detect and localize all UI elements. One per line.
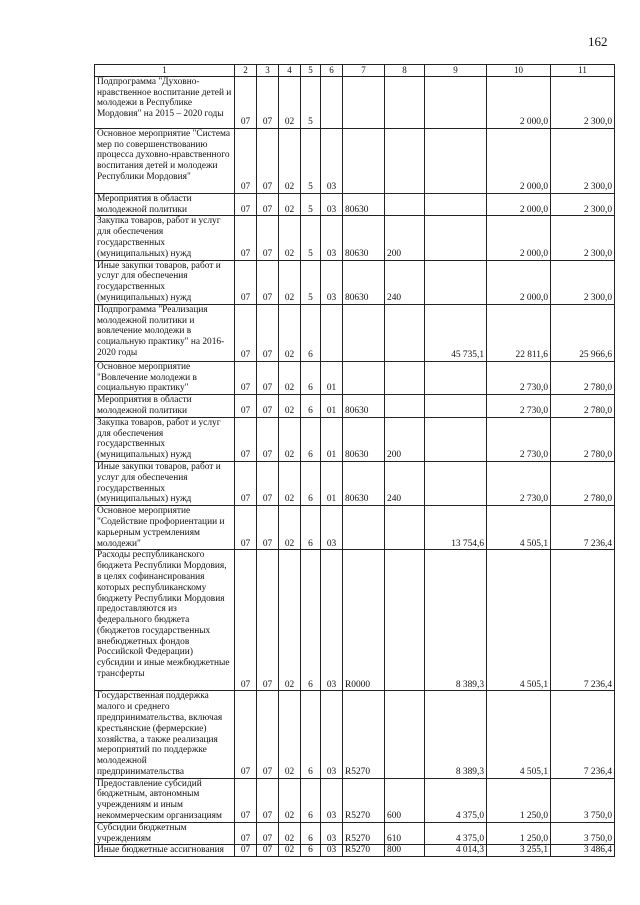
code-cell: 5 (301, 76, 321, 128)
code-cell (385, 550, 425, 691)
code-cell (321, 304, 343, 361)
code-cell: 03 (321, 260, 343, 304)
code-cell: 07 (235, 128, 257, 193)
code-cell: 07 (257, 395, 279, 418)
code-cell: 02 (279, 691, 301, 778)
code-cell: 07 (257, 76, 279, 128)
code-cell: 02 (279, 417, 301, 461)
amount-cell: 2 780,0 (551, 461, 615, 505)
code-cell: 07 (257, 461, 279, 505)
amount-cell: 2 300,0 (551, 128, 615, 193)
code-cell: 07 (257, 128, 279, 193)
code-cell: 03 (321, 691, 343, 778)
amount-cell (425, 128, 487, 193)
code-cell (385, 361, 425, 394)
amount-cell: 22 811,6 (487, 304, 551, 361)
amount-cell: 7 236,4 (551, 506, 615, 550)
code-cell (385, 506, 425, 550)
code-cell: 07 (235, 361, 257, 394)
amount-cell (425, 395, 487, 418)
row-name-cell: Подпрограмма "Духовно-нравственное воспитание детей и молодежи в Республике Мордовия" на 2015 – 2020 годы (95, 76, 235, 128)
code-cell: R5270 (343, 822, 385, 845)
code-cell: 6 (301, 845, 321, 857)
amount-cell: 3 750,0 (551, 778, 615, 822)
code-cell: R5270 (343, 691, 385, 778)
code-cell: 80630 (343, 260, 385, 304)
table-row (95, 845, 615, 857)
code-cell: 6 (301, 506, 321, 550)
amount-cell: 13 754,6 (425, 506, 487, 550)
amount-cell: 2 780,0 (551, 417, 615, 461)
code-cell: 07 (235, 778, 257, 822)
code-cell: 03 (321, 550, 343, 691)
code-cell: R5270 (343, 778, 385, 822)
table-row (95, 691, 615, 778)
table-row (95, 216, 615, 260)
code-cell: R5270 (343, 845, 385, 857)
amount-cell (425, 216, 487, 260)
code-cell: 07 (257, 778, 279, 822)
row-name-cell: Расходы республиканского бюджета Республики Мордовия, в целях софинансирования которых республиканскому бюджету Республики Мордовия предоставляются из федерального бюджета (бюджетов государственных внебюджетных фондов Российской Федерации) субсидии и иные межбюджетные трансферты (95, 550, 235, 691)
code-cell: 5 (301, 128, 321, 193)
amount-cell: 3 750,0 (551, 822, 615, 845)
amount-cell: 4 505,1 (487, 550, 551, 691)
code-cell: R0000 (343, 550, 385, 691)
code-cell: 800 (385, 845, 425, 857)
header-cell: 2 (235, 65, 257, 77)
code-cell: 03 (321, 216, 343, 260)
code-cell: 07 (235, 461, 257, 505)
code-cell: 01 (321, 461, 343, 505)
code-cell (321, 76, 343, 128)
row-name-cell: Мероприятия в области молодежной политики (95, 395, 235, 418)
amount-cell: 2 300,0 (551, 216, 615, 260)
header-cell: 6 (321, 65, 343, 77)
code-cell: 02 (279, 550, 301, 691)
amount-cell: 2 300,0 (551, 76, 615, 128)
code-cell (385, 128, 425, 193)
amount-cell: 2 730,0 (487, 395, 551, 418)
amount-cell (425, 76, 487, 128)
code-cell: 240 (385, 461, 425, 505)
amount-cell: 2 730,0 (487, 461, 551, 505)
code-cell: 01 (321, 417, 343, 461)
code-cell: 07 (235, 304, 257, 361)
code-cell: 6 (301, 778, 321, 822)
amount-cell (425, 417, 487, 461)
code-cell: 07 (257, 361, 279, 394)
budget-table (94, 64, 615, 857)
code-cell: 02 (279, 395, 301, 418)
code-cell: 02 (279, 128, 301, 193)
code-cell: 6 (301, 304, 321, 361)
amount-cell: 4 375,0 (425, 778, 487, 822)
row-name-cell: Мероприятия в области молодежной политики (95, 193, 235, 216)
code-cell: 07 (257, 304, 279, 361)
amount-cell: 3 486,4 (551, 845, 615, 857)
page-number: 162 (588, 34, 608, 49)
code-cell: 80630 (343, 417, 385, 461)
code-cell: 02 (279, 506, 301, 550)
code-cell: 07 (257, 216, 279, 260)
code-cell (385, 395, 425, 418)
code-cell: 07 (235, 822, 257, 845)
code-cell: 6 (301, 417, 321, 461)
amount-cell: 1 250,0 (487, 822, 551, 845)
code-cell: 240 (385, 260, 425, 304)
code-cell (343, 128, 385, 193)
code-cell: 07 (257, 550, 279, 691)
table-row (95, 778, 615, 822)
amount-cell: 7 236,4 (551, 550, 615, 691)
row-name-cell: Иные закупки товаров, работ и услуг для обеспечения государственных (муниципальных) нужд (95, 461, 235, 505)
amount-cell: 7 236,4 (551, 691, 615, 778)
table-row (95, 395, 615, 418)
table-row (95, 822, 615, 845)
amount-cell: 3 255,1 (487, 845, 551, 857)
amount-cell: 2 000,0 (487, 128, 551, 193)
code-cell: 02 (279, 193, 301, 216)
header-cell: 1 (95, 65, 235, 77)
table-header-row (95, 65, 615, 77)
table-row (95, 304, 615, 361)
amount-cell: 2 000,0 (487, 76, 551, 128)
code-cell: 07 (257, 417, 279, 461)
table-row (95, 461, 615, 505)
code-cell (385, 304, 425, 361)
code-cell: 6 (301, 361, 321, 394)
code-cell: 02 (279, 216, 301, 260)
code-cell: 6 (301, 550, 321, 691)
header-cell: 10 (487, 65, 551, 77)
code-cell: 07 (235, 691, 257, 778)
code-cell: 07 (235, 417, 257, 461)
row-name-cell: Закупка товаров, работ и услуг для обеспечения государственных (муниципальных) нужд (95, 417, 235, 461)
code-cell: 6 (301, 822, 321, 845)
header-cell: 7 (343, 65, 385, 77)
header-cell: 4 (279, 65, 301, 77)
code-cell: 610 (385, 822, 425, 845)
code-cell: 01 (321, 395, 343, 418)
amount-cell: 2 300,0 (551, 193, 615, 216)
amount-cell: 4 505,1 (487, 691, 551, 778)
code-cell: 80630 (343, 216, 385, 260)
amount-cell: 2 000,0 (487, 193, 551, 216)
amount-cell (425, 461, 487, 505)
code-cell (385, 691, 425, 778)
amount-cell: 2 730,0 (487, 361, 551, 394)
row-name-cell: Предоставление субсидий бюджетным, автономным учреждениям и иным некоммерческим организациям (95, 778, 235, 822)
amount-cell (425, 361, 487, 394)
row-name-cell: Иные бюджетные ассигнования (95, 845, 235, 857)
table-row (95, 193, 615, 216)
amount-cell: 1 250,0 (487, 778, 551, 822)
amount-cell: 2 000,0 (487, 260, 551, 304)
row-name-cell: Подпрограмма "Реализация молодежной политики и вовлечение молодежи в социальную практику" на 2016-2020 годы (95, 304, 235, 361)
row-name-cell: Закупка товаров, работ и услуг для обеспечения государственных (муниципальных) нужд (95, 216, 235, 260)
code-cell: 5 (301, 260, 321, 304)
code-cell: 5 (301, 216, 321, 260)
amount-cell: 25 966,6 (551, 304, 615, 361)
amount-cell: 8 389,3 (425, 691, 487, 778)
code-cell: 07 (235, 216, 257, 260)
table-row (95, 417, 615, 461)
code-cell: 02 (279, 778, 301, 822)
code-cell (343, 304, 385, 361)
code-cell: 03 (321, 845, 343, 857)
amount-cell: 2 780,0 (551, 395, 615, 418)
code-cell: 80630 (343, 461, 385, 505)
code-cell: 02 (279, 845, 301, 857)
code-cell: 01 (321, 361, 343, 394)
code-cell: 200 (385, 417, 425, 461)
amount-cell: 45 735,1 (425, 304, 487, 361)
code-cell: 03 (321, 778, 343, 822)
header-cell: 3 (257, 65, 279, 77)
table-row (95, 550, 615, 691)
code-cell: 07 (257, 845, 279, 857)
table-row (95, 361, 615, 394)
code-cell: 03 (321, 822, 343, 845)
code-cell: 02 (279, 260, 301, 304)
header-cell: 9 (425, 65, 487, 77)
row-name-cell: Основное мероприятие "Содействие профориентации и карьерным устремлениям молодежи" (95, 506, 235, 550)
code-cell: 07 (235, 506, 257, 550)
table-row (95, 506, 615, 550)
amount-cell: 4 375,0 (425, 822, 487, 845)
amount-cell (425, 260, 487, 304)
code-cell: 07 (257, 260, 279, 304)
code-cell: 07 (235, 550, 257, 691)
code-cell: 07 (235, 395, 257, 418)
code-cell (385, 76, 425, 128)
code-cell: 07 (235, 193, 257, 216)
amount-cell: 2 000,0 (487, 216, 551, 260)
code-cell: 07 (257, 822, 279, 845)
code-cell: 02 (279, 304, 301, 361)
amount-cell: 4 014,3 (425, 845, 487, 857)
code-cell: 07 (235, 845, 257, 857)
code-cell: 5 (301, 193, 321, 216)
code-cell: 6 (301, 691, 321, 778)
row-name-cell: Государственная поддержка малого и среднего предпринимательства, включая крестьянские (фермерские) хозяйства, а также реализация мероприятий по поддержке молодежной предпринимательства (95, 691, 235, 778)
code-cell: 80630 (343, 395, 385, 418)
code-cell: 03 (321, 193, 343, 216)
table-row (95, 76, 615, 128)
amount-cell: 8 389,3 (425, 550, 487, 691)
amount-cell: 2 300,0 (551, 260, 615, 304)
code-cell: 02 (279, 76, 301, 128)
header-cell: 8 (385, 65, 425, 77)
amount-cell: 2 730,0 (487, 417, 551, 461)
code-cell: 07 (235, 76, 257, 128)
table-row (95, 260, 615, 304)
code-cell: 02 (279, 461, 301, 505)
code-cell (343, 506, 385, 550)
amount-cell: 2 780,0 (551, 361, 615, 394)
code-cell: 80630 (343, 193, 385, 216)
code-cell (343, 76, 385, 128)
code-cell: 07 (257, 506, 279, 550)
code-cell: 02 (279, 822, 301, 845)
code-cell: 6 (301, 461, 321, 505)
code-cell: 02 (279, 361, 301, 394)
code-cell: 03 (321, 506, 343, 550)
amount-cell (425, 193, 487, 216)
code-cell: 07 (257, 691, 279, 778)
row-name-cell: Иные закупки товаров, работ и услуг для обеспечения государственных (муниципальных) нужд (95, 260, 235, 304)
table-row (95, 128, 615, 193)
code-cell (343, 361, 385, 394)
code-cell: 600 (385, 778, 425, 822)
code-cell: 200 (385, 216, 425, 260)
code-cell: 6 (301, 395, 321, 418)
amount-cell: 4 505,1 (487, 506, 551, 550)
header-cell: 11 (551, 65, 615, 77)
row-name-cell: Основное мероприятие "Система мер по совершенствованию процесса духовно-нравственного воспитания детей и молодежи Республики Мордовия" (95, 128, 235, 193)
row-name-cell: Субсидии бюджетным учреждениям (95, 822, 235, 845)
code-cell: 07 (235, 260, 257, 304)
code-cell: 07 (257, 193, 279, 216)
row-name-cell: Основное мероприятие "Вовлечение молодежи в социальную практику" (95, 361, 235, 394)
header-cell: 5 (301, 65, 321, 77)
code-cell: 03 (321, 128, 343, 193)
code-cell (385, 193, 425, 216)
